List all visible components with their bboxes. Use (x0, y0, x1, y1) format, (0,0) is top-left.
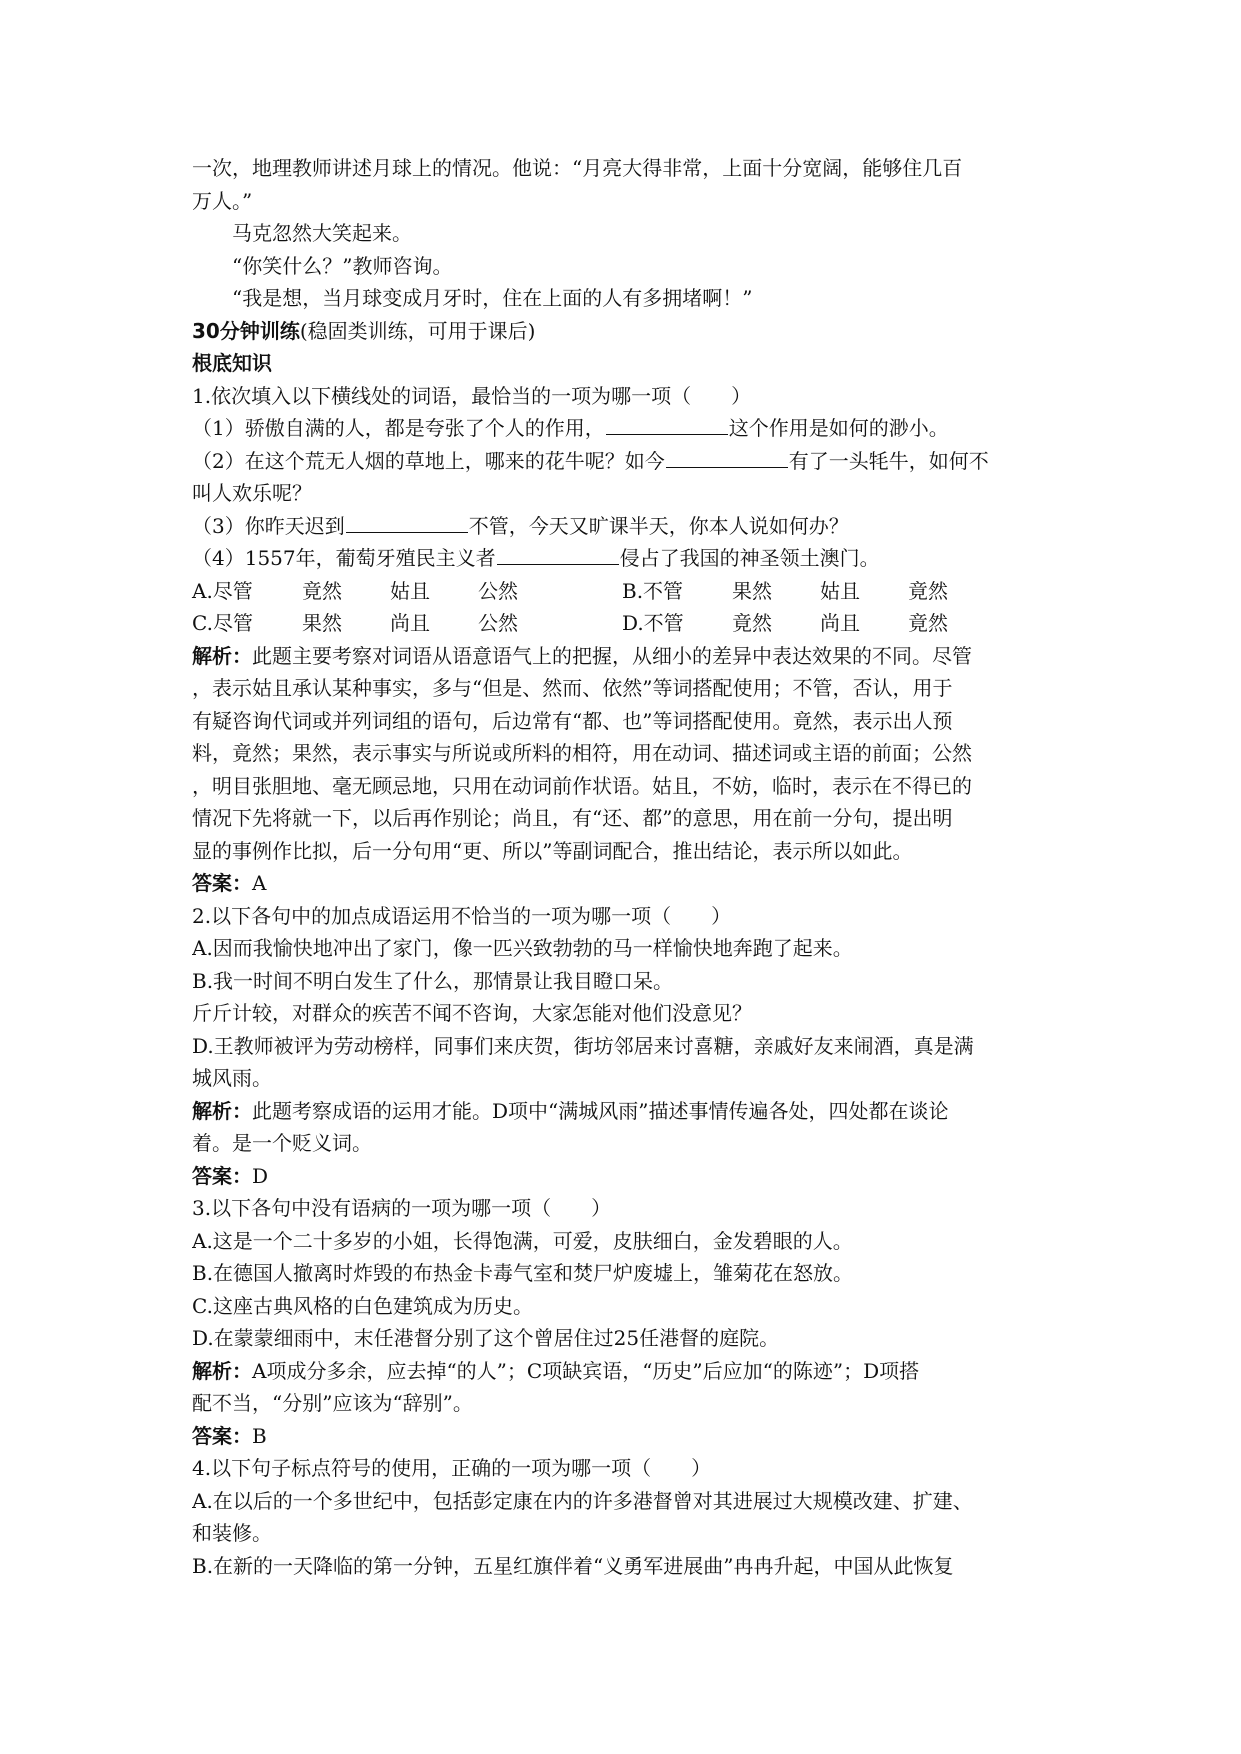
q1-analysis-line-3: 有疑咨询代词或并列词组的语句，后边常有“都、也”等词搭配使用。竟然，表示出人预 (192, 708, 953, 733)
story-paragraph-4: “我是想，当月球变成月牙时，住在上面的人有多拥堵啊！” (232, 286, 753, 310)
q3-option-d: D.在蒙蒙细雨中，末任港督分别了这个曾居住过25任港督的庭院。 (192, 1326, 780, 1350)
q2-option-d-line-2: 城风雨。 (192, 1066, 272, 1090)
q1-option-c-word-2: 尚且 (390, 611, 430, 635)
story-paragraph-3: “你笑什么？”教师咨询。 (232, 253, 453, 278)
q1-option-d-word-2: 尚且 (820, 611, 860, 635)
q1-option-a-word-1: 竟然 (302, 578, 342, 603)
q4-option-b-line-1: B.在新的一天降临的第一分钟，五星红旗伴着“义勇军进展曲”冉冉升起，中国从此恢复 (192, 1553, 954, 1578)
section-heading: 根底知识 (192, 351, 272, 375)
q1-analysis-text-1: 此题主要考察对词语从语意语气上的把握，从细小的差异中表达效果的不同。尽管 (252, 643, 972, 668)
q1-analysis-line-5: ，明目张胆地、毫无顾忌地，只用在动词前作状语。姑且，不妨，临时，表示在不得已的 (192, 773, 972, 798)
q3-answer-label: 答案： (192, 1423, 252, 1448)
q2-option-a: A.因而我愉快地冲出了家门，像一匹兴致勃勃的马一样愉快地奔跑了起来。 (192, 936, 853, 960)
q3-answer-line (192, 1420, 1052, 1453)
q1-sentence-4 (192, 542, 1052, 575)
q1-option-c (192, 607, 622, 640)
q1-option-c-label: C.尽管 (192, 611, 253, 635)
q1-option-a (192, 575, 622, 608)
q2-analysis-line-1 (192, 1095, 1052, 1128)
q1-option-a-word-3: 公然 (478, 578, 518, 603)
q1-option-b-label: B.不管 (622, 578, 684, 603)
q1-sentence-3-part-a: （3）你昨天迟到 (192, 513, 345, 538)
q1-option-d-label: D.不管 (622, 611, 684, 635)
q1-option-a-label: A.尽管 (192, 578, 253, 603)
q1-option-b-word-2: 姑且 (820, 578, 860, 603)
q4-option-a-line-2: 和装修。 (192, 1521, 272, 1545)
q1-option-b-word-3: 竟然 (908, 578, 948, 603)
section-title-line (192, 315, 1052, 348)
q3-option-c: C.这座古典风格的白色建筑成为历史。 (192, 1293, 533, 1318)
q1-option-b (622, 575, 1052, 608)
q3-option-a: A.这是一个二十多岁的小姐，长得饱满，可爱，皮肤细白，金发碧眼的人。 (192, 1228, 853, 1253)
q1-blank-1 (606, 412, 728, 435)
q1-option-b-word-1: 果然 (732, 578, 772, 603)
q1-sentence-2-part-b: 有了一头牦牛，如何不 (788, 448, 989, 473)
q2-analysis-line-2: 着。是一个贬义词。 (192, 1131, 372, 1155)
q1-option-a-word-2: 姑且 (390, 578, 430, 603)
q1-answer-line (192, 867, 1052, 900)
q1-stem: 1.依次填入以下横线处的词语，最恰当的一项为哪一项（ ） (192, 383, 752, 408)
q1-sentence-2-continued: 叫人欢乐呢？ (192, 481, 312, 505)
q1-sentence-4-part-a: （4）1557年，葡萄牙殖民主义者 (192, 546, 496, 570)
q1-analysis-line-4: 料，竟然；果然，表示事实与所说或所料的相符，用在动词、描述词或主语的前面；公然 (192, 741, 972, 765)
q1-sentence-3-part-b: 不管，今天又旷课半天，你本人说如何办？ (468, 513, 849, 538)
q1-sentence-1 (192, 412, 1052, 445)
q1-option-d (622, 607, 1052, 640)
q1-blank-2 (666, 445, 788, 468)
q2-stem: 2.以下各句中的加点成语运用不恰当的一项为哪一项（ ） (192, 903, 732, 928)
story-paragraph-2: 马克忽然大笑起来。 (232, 221, 412, 245)
q3-option-b: B.在德国人撤离时炸毁的布热金卡毒气室和焚尸炉废墟上，雏菊花在怒放。 (192, 1261, 854, 1285)
q1-sentence-2-part-a: （2）在这个荒无人烟的草地上，哪来的花牛呢？如今 (192, 448, 665, 473)
q1-option-c-word-3: 公然 (478, 611, 518, 635)
q2-option-b: B.我一时间不明白发生了什么，那情景让我目瞪口呆。 (192, 968, 674, 993)
q3-stem: 3.以下各句中没有语病的一项为哪一项（ ） (192, 1196, 612, 1220)
q1-options-row-1 (192, 575, 1052, 608)
q2-option-d-line-1: D.王教师被评为劳动榜样，同事们来庆贺，街坊邻居来讨喜糖，亲戚好友来闹酒，真是满 (192, 1033, 974, 1058)
q2-option-c: 斤斤计较，对群众的疾苦不闻不咨询，大家怎能对他们没意见？ (192, 1001, 752, 1025)
story-paragraph-1-line-2: 万人。” (192, 188, 253, 213)
document-body (192, 152, 1052, 1582)
q3-analysis-label: 解析： (192, 1358, 252, 1383)
section-subtitle: (稳固类训练，可用于课后) (299, 318, 536, 343)
q2-analysis-label: 解析： (192, 1098, 252, 1123)
q3-analysis-line-1 (192, 1355, 1052, 1388)
q2-analysis-text-1: 此题考察成语的运用才能。D项中“满城风雨”描述事情传遍各处，四处都在谈论 (252, 1098, 949, 1123)
q1-option-d-word-3: 竟然 (908, 611, 948, 635)
q1-sentence-1-part-b: 这个作用是如何的渺小。 (728, 416, 949, 440)
q1-analysis-line-1 (192, 640, 1052, 673)
q1-sentence-3 (192, 510, 1052, 543)
q1-analysis-line-7: 显的事例作比拟，后一分句用“更、所以”等副词配合，推出结论，表示所以如此。 (192, 838, 913, 863)
q1-option-d-word-1: 竟然 (732, 611, 772, 635)
q1-answer-label: 答案： (192, 871, 252, 895)
q2-answer-line (192, 1160, 1052, 1193)
q1-analysis-line-6: 情况下先将就一下，以后再作别论；尚且，有“还、都”的意思，用在前一分句，提出明 (192, 806, 953, 830)
q3-analysis-text-1: A项成分多余，应去掉“的人”；C项缺宾语，“历史”后应加“的陈迹”；D项搭 (252, 1358, 920, 1383)
q1-analysis-line-2: ，表示姑且承认某种事实，多与“但是、然而、依然”等词搭配使用；不管，否认，用于 (192, 676, 953, 700)
q1-sentence-1-part-a: （1）骄傲自满的人，都是夸张了个人的作用， (192, 416, 605, 440)
q4-stem: 4.以下句子标点符号的使用，正确的一项为哪一项（ ） (192, 1456, 712, 1480)
q1-option-c-word-1: 果然 (302, 611, 342, 635)
q1-blank-3 (346, 510, 468, 533)
story-paragraph-1-line-1: 一次，地理教师讲述月球上的情况。他说：“月亮大得非常，上面十分宽阔，能够住几百 (192, 156, 963, 180)
q1-sentence-2 (192, 445, 1052, 478)
q3-analysis-line-2: 配不当，“分别”应该为“辞别”。 (192, 1391, 473, 1415)
q3-answer-value: B (252, 1423, 267, 1448)
q1-answer-value: A (252, 871, 267, 895)
section-title: 30分钟训练 (192, 318, 300, 343)
q1-analysis-label: 解析： (192, 643, 252, 668)
q1-blank-4 (497, 542, 619, 565)
q1-options-row-2 (192, 607, 1052, 640)
q1-sentence-4-part-b: 侵占了我国的神圣领土澳门。 (619, 546, 880, 570)
q2-answer-value: D (252, 1163, 269, 1188)
q4-option-a-line-1: A.在以后的一个多世纪中，包括彭定康在内的许多港督曾对其进展过大规模改建、扩建、 (192, 1488, 973, 1513)
q2-answer-label: 答案： (192, 1163, 252, 1188)
